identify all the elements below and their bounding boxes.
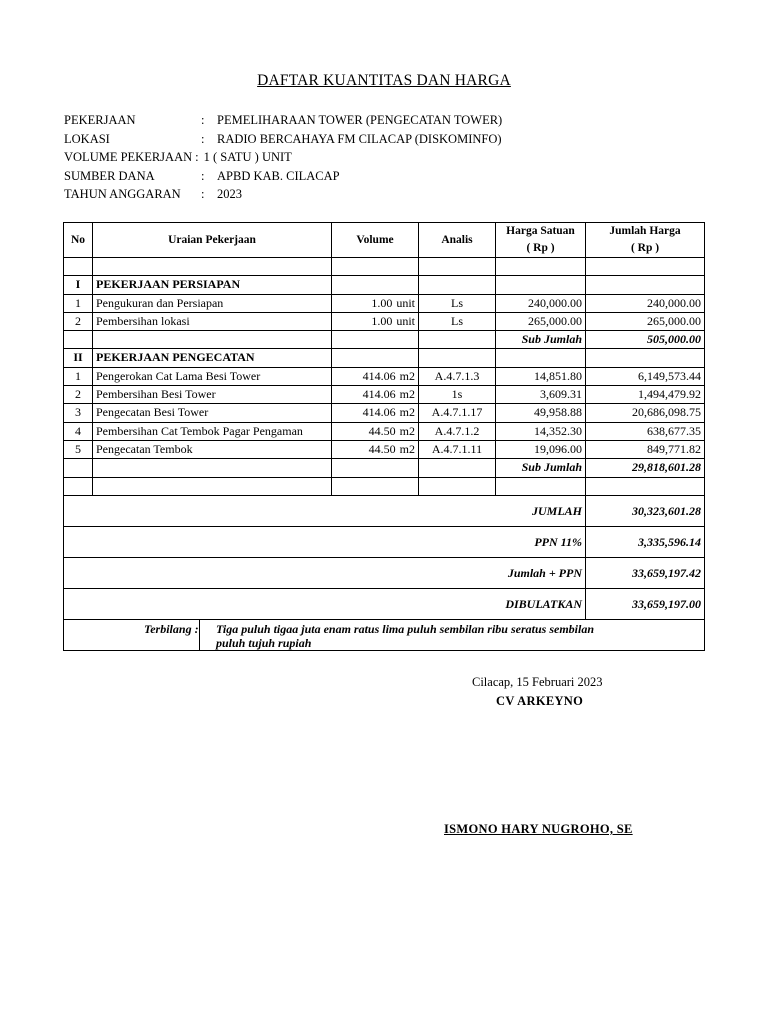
item-price: 265,000.00	[496, 312, 586, 330]
header-no: No	[64, 223, 93, 258]
document-title: DAFTAR KUANTITAS DAN HARGA	[257, 72, 511, 89]
item-price: 240,000.00	[496, 294, 586, 312]
terbilang-text: Tiga puluh tigaa juta enam ratus lima puluh sembilan ribu seratus sembilan puluh tujuh rupiah	[216, 621, 594, 651]
table-row	[64, 294, 705, 312]
item-price: 49,958.88	[496, 404, 586, 422]
summary-label: DIBULATKAN	[64, 588, 586, 619]
item-desc: Pengerokan Cat Lama Besi Tower	[93, 367, 332, 385]
info-colon: :	[201, 113, 205, 127]
item-unit: unit	[396, 313, 415, 328]
boq-table	[63, 222, 705, 651]
item-desc: Pengecatan Besi Tower	[93, 404, 332, 422]
info-colon: :	[201, 168, 205, 183]
info-colon: :	[195, 150, 199, 165]
item-volume	[332, 386, 419, 404]
company-name: CV ARKEYNO	[496, 694, 584, 708]
signer-name: ISMONO HARY NUGROHO, SE	[444, 822, 633, 836]
item-qty: 414.06	[362, 368, 396, 383]
section-row	[64, 349, 705, 367]
terbilang-cell	[64, 619, 705, 650]
info-label: TAHUN ANGGARAN	[64, 187, 181, 202]
info-label: SUMBER DANA	[64, 168, 155, 183]
info-label: VOLUME PEKERJAAN	[64, 150, 193, 165]
subtotal-label: Sub Jumlah	[496, 459, 586, 477]
table-row	[64, 367, 705, 385]
info-row-sumber-dana	[64, 167, 502, 186]
subtotal-row	[64, 459, 705, 477]
item-qty: 44.50	[368, 441, 396, 456]
item-price: 14,851.80	[496, 367, 586, 385]
item-desc: Pembersihan Cat Tembok Pagar Pengaman	[93, 422, 332, 440]
subtotal-value: 505,000.00	[586, 331, 705, 349]
item-desc: Pembersihan Besi Tower	[93, 386, 332, 404]
item-volume	[332, 294, 419, 312]
table-row	[64, 386, 705, 404]
info-row-lokasi	[64, 130, 502, 149]
item-no: 2	[64, 386, 93, 404]
table-row	[64, 422, 705, 440]
item-volume	[332, 312, 419, 330]
summary-row-jumlah-ppn	[64, 557, 705, 588]
summary-value: 3,335,596.14	[586, 526, 705, 557]
item-total: 6,149,573.44	[586, 367, 705, 385]
section-title: PEKERJAAN PERSIAPAN	[93, 276, 332, 294]
header-jumlah-harga-line1: Jumlah Harga	[609, 225, 681, 237]
header-harga-satuan-line1: Harga Satuan	[506, 225, 575, 237]
item-no: 3	[64, 404, 93, 422]
item-total: 20,686,098.75	[586, 404, 705, 422]
terbilang-divider	[199, 620, 200, 650]
terbilang-row	[64, 619, 705, 650]
section-no: II	[64, 349, 93, 367]
item-unit: m2	[399, 368, 415, 383]
subtotal-row	[64, 331, 705, 349]
item-qty: 414.06	[362, 405, 396, 420]
item-total: 240,000.00	[586, 294, 705, 312]
info-value: 1 ( SATU ) UNIT	[203, 150, 292, 165]
item-total: 1,494,479.92	[586, 386, 705, 404]
item-no: 4	[64, 422, 93, 440]
info-value: 2023	[217, 187, 242, 202]
info-colon: :	[201, 131, 205, 146]
item-unit: m2	[399, 405, 415, 420]
summary-label: JUMLAH	[64, 495, 586, 526]
item-unit: m2	[399, 423, 415, 438]
summary-row-dibulatkan	[64, 588, 705, 619]
item-unit: unit	[396, 295, 415, 310]
summary-value: 30,323,601.28	[586, 495, 705, 526]
item-qty: 44.50	[368, 423, 396, 438]
summary-value: 33,659,197.00	[586, 588, 705, 619]
place-date: Cilacap, 15 Februari 2023	[472, 675, 603, 689]
summary-label: PPN 11%	[64, 526, 586, 557]
info-value: RADIO BERCAHAYA FM CILACAP (DISKOMINFO)	[217, 131, 502, 146]
item-price: 14,352.30	[496, 422, 586, 440]
info-row-tahun-anggaran	[64, 185, 502, 204]
item-price: 3,609.31	[496, 386, 586, 404]
header-jumlah-harga-line2: ( Rp )	[630, 242, 660, 254]
item-no: 5	[64, 440, 93, 458]
item-volume	[332, 422, 419, 440]
item-total: 849,771.82	[586, 440, 705, 458]
info-label: LOKASI	[64, 131, 110, 146]
section-title: PEKERJAAN PENGECATAN	[93, 349, 332, 367]
item-qty: 414.06	[362, 387, 396, 402]
summary-row-jumlah	[64, 495, 705, 526]
info-row-volume	[64, 148, 502, 167]
summary-value: 33,659,197.42	[586, 557, 705, 588]
info-row-pekerjaan	[64, 111, 502, 130]
item-desc: Pengukuran dan Persiapan	[93, 294, 332, 312]
subtotal-label: Sub Jumlah	[496, 331, 586, 349]
table-row	[64, 440, 705, 458]
item-total: 638,677.35	[586, 422, 705, 440]
item-analis: Ls	[419, 312, 496, 330]
item-qty: 1.00	[371, 295, 393, 310]
header-jumlah-harga	[586, 223, 705, 258]
item-analis: A.4.7.1.3	[419, 367, 496, 385]
summary-row-ppn	[64, 526, 705, 557]
item-no: 2	[64, 312, 93, 330]
item-volume	[332, 440, 419, 458]
subtotal-value: 29,818,601.28	[586, 459, 705, 477]
item-analis: Ls	[419, 294, 496, 312]
item-volume	[332, 404, 419, 422]
item-analis: A.4.7.1.17	[419, 404, 496, 422]
section-row	[64, 276, 705, 294]
table-row	[64, 404, 705, 422]
header-harga-satuan-line2: ( Rp )	[526, 242, 555, 254]
section-no: I	[64, 276, 93, 294]
empty-row	[64, 258, 705, 276]
item-analis: 1s	[419, 386, 496, 404]
item-analis: A.4.7.1.2	[419, 422, 496, 440]
project-info	[64, 111, 502, 204]
item-unit: m2	[399, 441, 415, 456]
item-price: 19,096.00	[496, 440, 586, 458]
summary-label: Jumlah + PPN	[64, 557, 586, 588]
item-desc: Pembersihan lokasi	[93, 312, 332, 330]
item-analis: A.4.7.1.11	[419, 440, 496, 458]
header-volume: Volume	[332, 223, 419, 258]
item-no: 1	[64, 367, 93, 385]
empty-row	[64, 477, 705, 495]
header-harga-satuan	[496, 223, 586, 258]
info-value: PEMELIHARAAN TOWER (PENGECATAN TOWER)	[217, 113, 503, 127]
info-colon: :	[201, 187, 205, 202]
table-header-row	[64, 223, 705, 258]
header-analis: Analis	[419, 223, 496, 258]
item-desc: Pengecatan Tembok	[93, 440, 332, 458]
info-label: PEKERJAAN	[64, 113, 136, 127]
table-row	[64, 312, 705, 330]
item-total: 265,000.00	[586, 312, 705, 330]
item-qty: 1.00	[371, 313, 393, 328]
terbilang-label: Terbilang :	[144, 621, 199, 636]
item-unit: m2	[399, 387, 415, 402]
info-value: APBD KAB. CILACAP	[217, 168, 340, 183]
header-uraian: Uraian Pekerjaan	[93, 223, 332, 258]
item-no: 1	[64, 294, 93, 312]
item-volume	[332, 367, 419, 385]
